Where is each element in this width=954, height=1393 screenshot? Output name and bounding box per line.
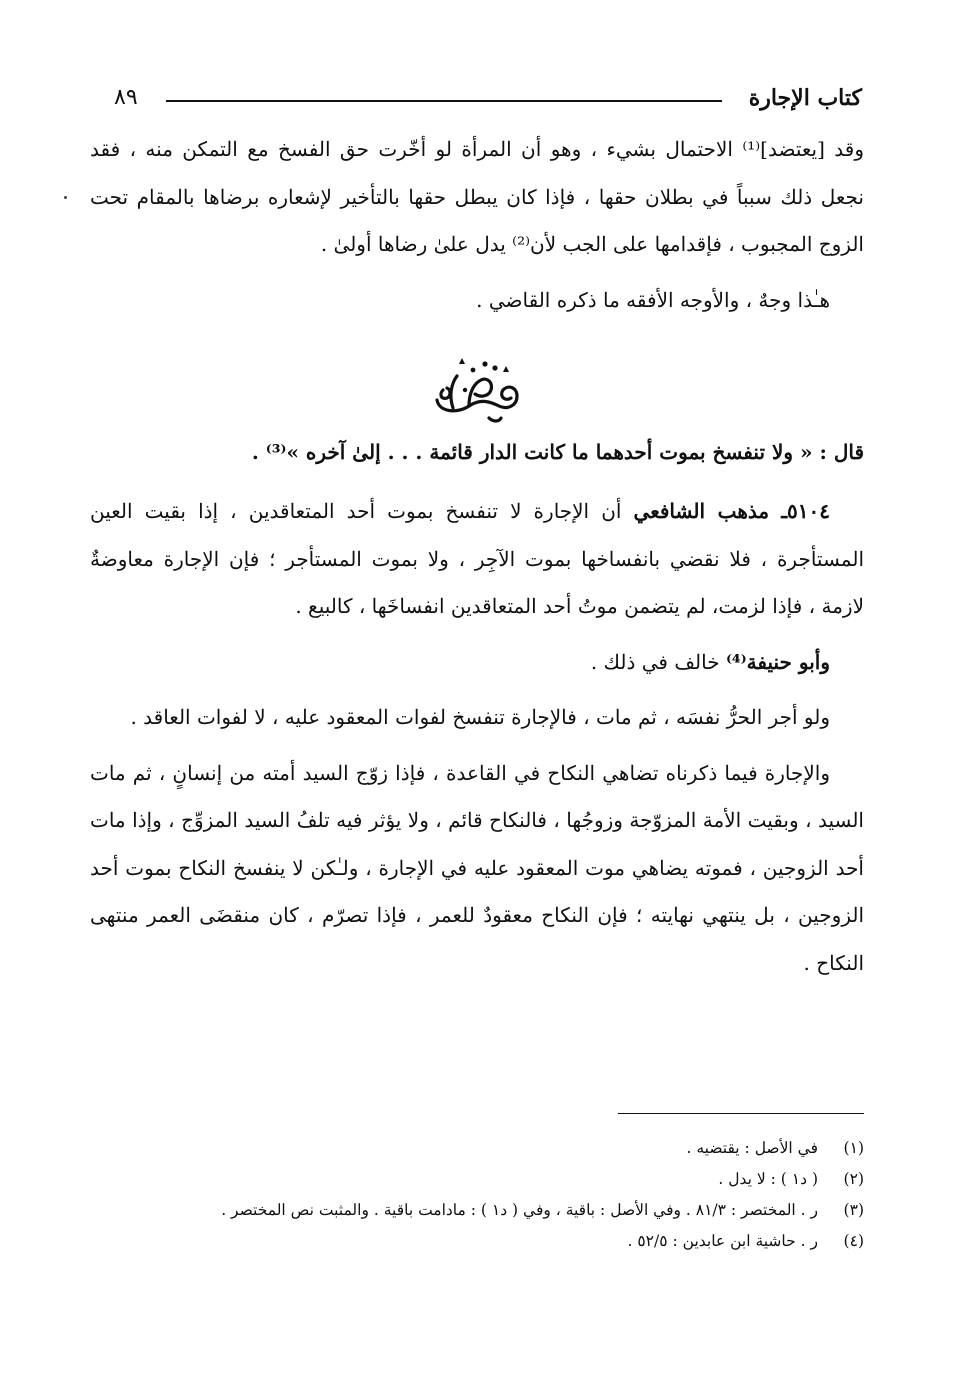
header-rule <box>166 100 722 102</box>
page-number: ٨٩ <box>114 85 138 110</box>
paragraph: هـٰذا وجهٌ ، والأوجه الأفقه ما ذكره القاضي . <box>476 287 830 312</box>
footnote <box>90 1164 864 1195</box>
paragraph-number: ٥١٠٤ـ <box>781 499 831 523</box>
footnotes <box>90 1133 864 1257</box>
main-text <box>90 126 864 987</box>
quoted-statement: قال : « ولا تنفسخ بموت أحدهما ما كانت الدار قائمة . . . إلىٰ آخره »⁽³⁾ . <box>251 440 864 464</box>
fasl-ornament-icon <box>429 350 525 426</box>
book-title: كتاب الإجارة <box>748 85 862 111</box>
footnote-number: (٤) <box>843 1232 864 1250</box>
footnote <box>90 1226 864 1257</box>
paragraph-text: خالف في ذلك . <box>590 649 720 674</box>
footnote-text: ر . المختصر : ٨١/٣ . وفي الأصل : باقية ، وفي ( د١ ) : مادامت باقية . والمثبت نص المختصر . <box>221 1201 818 1219</box>
footnote-number: (٢) <box>843 1170 864 1188</box>
paragraph-5104 <box>90 488 864 631</box>
paragraph: والإجارة فيما ذكرناه تضاهي النكاح في القاعدة ، فإذا زوّج السيد أمته من إنسانٍ ، ثم مات السيد ، وبقيت الأمة المزوّجة وزوجُها ، فالنكاح قائم ، ولا يؤثر فيه تلفُ السيد المزوِّج ، وإذا مات أحد الزوجين ، فموته يضاهي موت المعقود عليه في الإجارة ، ولـٰكن لا ينفسخ النكاح بموت أحد الزوجين ، بل ينتهي نهايته ؛ فإن النكاح معقودٌ للعمر ، فإذا تصرّم ، كان منقضَى العمر منتهى النكاح . <box>90 760 864 975</box>
section-heading <box>90 350 864 430</box>
lead-phrase: وأبو حنيفة⁽⁴⁾ <box>725 649 830 674</box>
paragraph <box>90 639 864 687</box>
footnote-text: ( د١ ) : لا يدل . <box>718 1170 818 1188</box>
paragraph: ولو أجر الحرُّ نفسَه ، ثم مات ، فالإجارة تنفسخ لفوات المعقود عليه ، لا لفوات العاقد . <box>130 705 830 729</box>
footnote-text: ر . حاشية ابن عابدين : ٥٢/٥ . <box>627 1232 818 1250</box>
scan-speck <box>64 196 67 199</box>
footnote-number: (٣) <box>843 1201 864 1219</box>
lead-phrase: مذهب الشافعي <box>633 499 770 523</box>
paragraph: وقد [يعتضد]⁽¹⁾ الاحتمال بشيء ، وهو أن المرأة لو أخّرت حق الفسخ مع التمكن منه ، فقد نجعل ذلك سبباً في بطلان حقها ، فإذا كان يبطل حقها بالتأخير لإشعاره برضاها بالمقام تحت الزوج المجبوب ، فإقدامها على الجب لأن⁽²⁾ يدل علىٰ رضاها أولىٰ . <box>90 137 864 256</box>
paragraph-text: أن الإجارة لا تنفسخ بموت أحد المتعاقدين ، إذا بقيت العين المستأجرة ، فلا نقضي بانفساخها بموت الآجِر ، ولا بموت المستأجر ؛ فإن الإجارة معاوضةٌ لازمة ، فإذا لزمت، لم يتضمن موتُ أحد المتعاقدين انفساخَها ، كالبيع . <box>90 499 864 618</box>
footnote-rule <box>618 1113 864 1114</box>
footnote <box>90 1133 864 1164</box>
running-header <box>88 78 862 118</box>
footnote-text: في الأصل : يقتضيه . <box>686 1139 818 1157</box>
footnote <box>90 1195 864 1226</box>
footnote-number: (١) <box>843 1139 864 1157</box>
